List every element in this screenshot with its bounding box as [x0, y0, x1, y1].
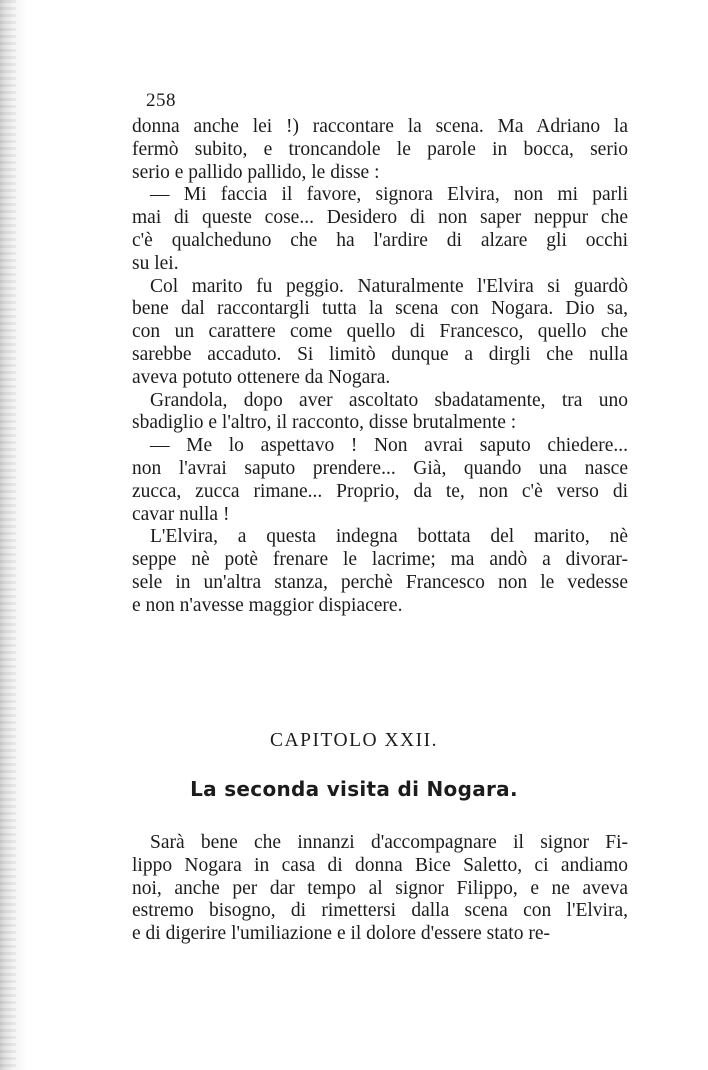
text-line: su lei. — [132, 252, 179, 274]
text-line: e non n'avesse maggior dispiacere. — [132, 594, 403, 616]
text-line: bene dal raccontargli tutta la scena con Nogara. Dio sa, — [132, 298, 628, 320]
text-line: aveva potuto ottenere da Nogara. — [132, 366, 391, 388]
text-line: con un carattere come quello di Francesco, quello che — [132, 321, 628, 343]
text-line: sele in un'altra stanza, perchè Francesco non le vedesse — [132, 571, 628, 593]
text-line: lippo Nogara in casa di donna Bice Saletto, ci andiamo — [132, 854, 628, 876]
text-line: e di digerire l'umiliazione e il dolore d'essere stato re- — [132, 923, 550, 945]
text-line: mai di queste cose... Desidero di non saper neppur che — [132, 207, 628, 229]
paragraph — [132, 184, 628, 275]
text-line: Sarà bene che innanzi d'accompagnare il signor Fi- — [150, 832, 628, 853]
chapter-title: CAPITOLO XXII. — [270, 730, 438, 751]
paragraph — [132, 832, 628, 946]
paragraph — [132, 276, 628, 390]
paragraph — [132, 116, 628, 184]
text-line: serio e pallido pallido, le disse : — [132, 161, 380, 183]
text-line: noi, anche per dar tempo al signor Filippo, e ne aveva — [132, 877, 628, 899]
body-text-after-chapter — [132, 832, 628, 946]
section-title: La seconda visita di Nogara. — [190, 777, 518, 801]
text-line: — Me lo aspettavo ! Non avrai saputo chiedere... — [150, 435, 628, 457]
text-line: seppe nè potè frenare le lacrime; ma andò a divorar- — [132, 549, 628, 571]
paragraph — [132, 435, 628, 526]
text-line: sbadiglio e l'altro, il racconto, disse brutalmente : — [132, 412, 517, 434]
text-line: cavar nulla ! — [132, 503, 230, 525]
text-line: L'Elvira, a questa indegna bottata del marito, nè — [150, 526, 628, 548]
paragraph — [132, 526, 628, 617]
text-line: — Mi faccia il favore, signora Elvira, non mi parli — [150, 184, 628, 206]
text-line: fermò subito, e troncandole le parole in bocca, serio — [132, 138, 628, 160]
text-line: c'è qualcheduno che ha l'ardire di alzare gli occhi — [132, 229, 628, 251]
paragraph — [132, 390, 628, 436]
text-line: non l'avrai saputo prendere... Già, quando una nasce — [132, 457, 628, 479]
body-text-before-chapter — [132, 116, 628, 618]
text-line: Grandola, dopo aver ascoltato sbadatamente, tra uno — [150, 389, 628, 411]
text-line: estremo bisogno, di rimettersi dalla scena con l'Elvira, — [132, 900, 628, 922]
page-binding-edge — [0, 0, 16, 1070]
text-line: sarebbe accaduto. Si limitò dunque a dirgli che nulla — [132, 343, 628, 365]
text-line: donna anche lei !) raccontare la scena. Ma Adriano la — [132, 116, 628, 137]
page-number: 258 — [146, 90, 176, 111]
text-line: Col marito fu peggio. Naturalmente l'Elvira si guardò — [150, 275, 628, 297]
text-line: zucca, zucca rimane... Proprio, da te, non c'è verso di — [132, 480, 628, 502]
